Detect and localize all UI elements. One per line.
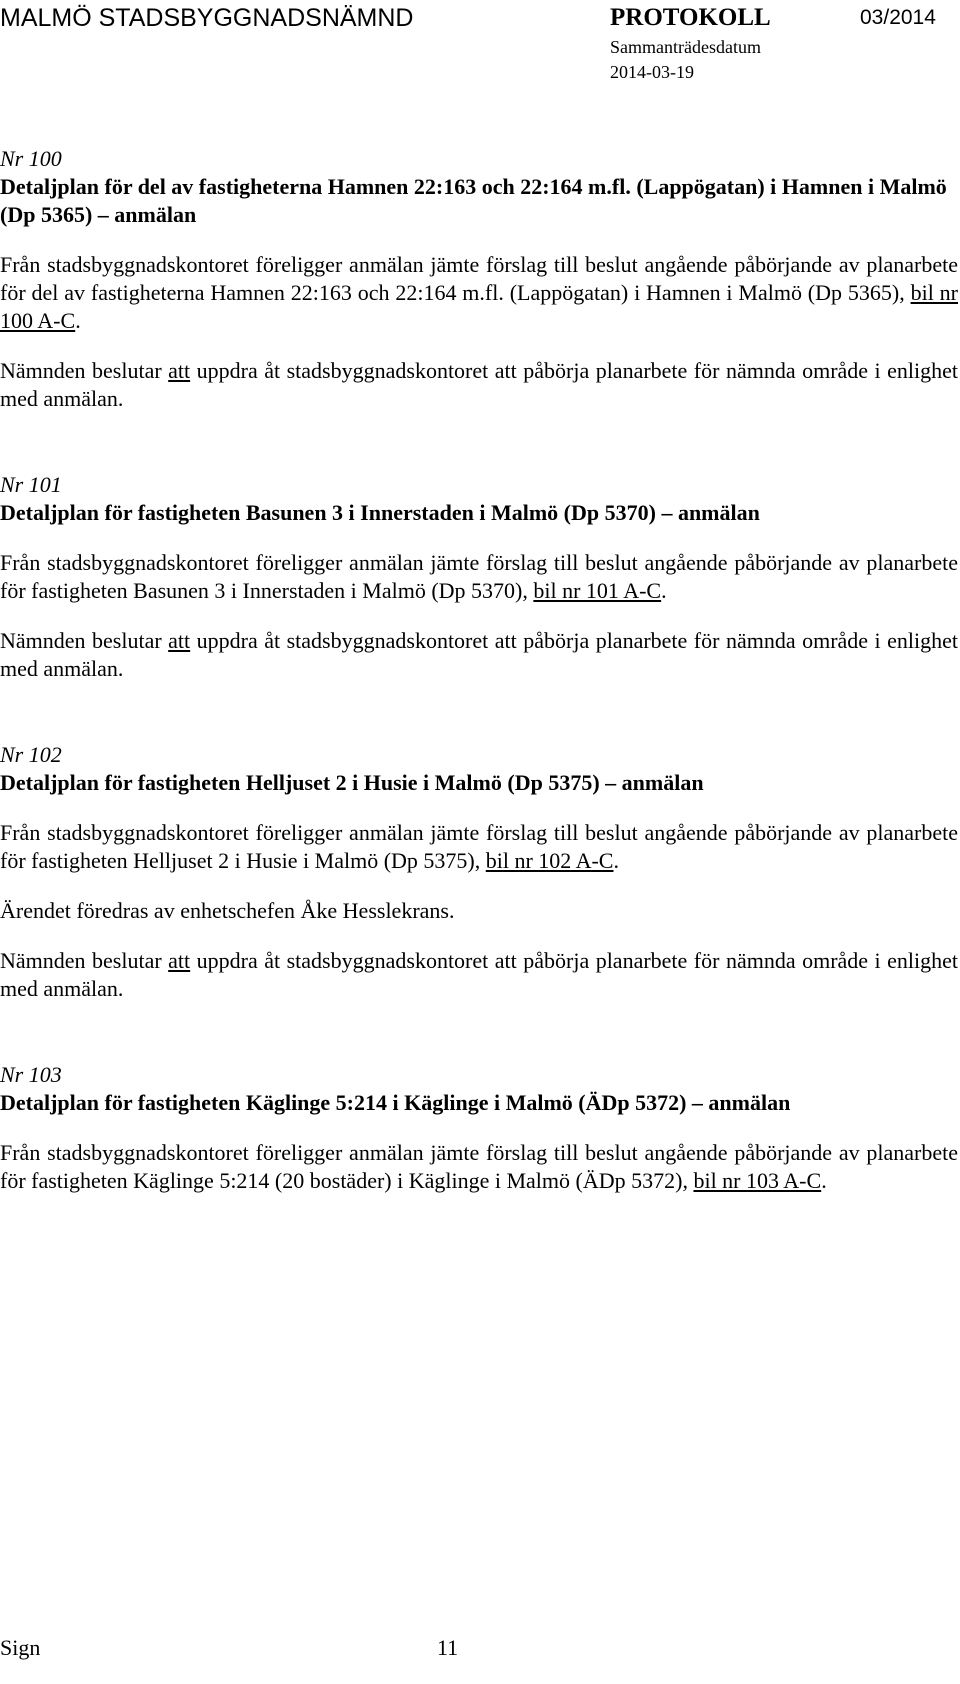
attachment-reference: bil nr 102 A-C [485, 848, 614, 873]
paragraph-text: . [821, 1168, 827, 1193]
paragraph-text: . [613, 848, 619, 873]
document-body [0, 145, 958, 1195]
item-title: Detaljplan för fastigheten Helljuset 2 i Husie i Malmö (Dp 5375) – anmälan [0, 770, 704, 795]
paragraph-text: . [75, 308, 81, 333]
signature-label: Sign [0, 1635, 41, 1660]
paragraph-text: Från stadsbyggnadskontoret föreligger anmälan jämte förslag till beslut angående påbörjande av planarbete för del av fastigheterna Hamnen 22:163 och 22:164 m.fl. (Lappögatan) i Hamnen i Malmö (Dp 5365), [0, 252, 958, 305]
paragraph-text: Nämnden beslutar [0, 948, 169, 973]
item-number: Nr 103 [0, 1062, 62, 1087]
item-paragraph [0, 1139, 958, 1195]
paragraph-text: Från stadsbyggnadskontoret föreligger anmälan jämte förslag till beslut angående påbörjande av planarbete för fastigheten Basunen 3 i Innerstaden i Malmö (Dp 5370), [0, 550, 958, 603]
agenda-item [0, 471, 958, 683]
attachment-reference: bil nr 100 A-C [0, 280, 958, 333]
paragraph-text: . [661, 578, 667, 603]
underlined-word: att [168, 358, 191, 383]
underlined-word: att [168, 948, 191, 973]
paragraph-text: Ärendet föredras av enhetschefen Åke Hesslekrans. [0, 898, 455, 923]
item-number: Nr 100 [0, 146, 62, 171]
attachment-reference: bil nr 103 A-C [693, 1168, 822, 1193]
agenda-item [0, 145, 958, 413]
item-number: Nr 101 [0, 472, 62, 497]
page-number: 11 [437, 1635, 459, 1660]
protocol-label: PROTOKOLL [610, 4, 771, 31]
item-paragraph [0, 819, 958, 875]
attachment-reference: bil nr 101 A-C [533, 578, 662, 603]
item-paragraph [0, 549, 958, 605]
paragraph-text: uppdra åt stadsbyggnadskontoret att påbörja planarbete för nämnda område i enlighet med anmälan. [0, 358, 959, 411]
item-paragraph [0, 357, 958, 413]
session-date: 2014-03-19 [610, 62, 694, 82]
item-title: Detaljplan för fastigheten Basunen 3 i Innerstaden i Malmö (Dp 5370) – anmälan [0, 500, 760, 525]
protocol-number: 03/2014 [860, 6, 936, 29]
underlined-word: att [168, 628, 191, 653]
item-title: Detaljplan för del av fastigheterna Hamnen 22:163 och 22:164 m.fl. (Lappögatan) i Hamnen i Malmö (Dp 5365) – anmälan [0, 174, 947, 227]
item-paragraph [0, 251, 958, 335]
page-header [0, 0, 960, 90]
paragraph-text: Nämnden beslutar [0, 358, 169, 383]
item-number: Nr 102 [0, 742, 62, 767]
paragraph-text: Från stadsbyggnadskontoret föreligger anmälan jämte förslag till beslut angående påbörjande av planarbete för fastigheten Käglinge 5:214 (20 bostäder) i Käglinge i Malmö (ÄDp 5372), [0, 1140, 958, 1193]
paragraph-text: uppdra åt stadsbyggnadskontoret att påbörja planarbete för nämnda område i enlighet med anmälan. [0, 948, 959, 1001]
paragraph-text: Från stadsbyggnadskontoret föreligger anmälan jämte förslag till beslut angående påbörjande av planarbete för fastigheten Helljuset 2 i Husie i Malmö (Dp 5375), [0, 820, 958, 873]
item-paragraph [0, 947, 958, 1003]
agenda-item [0, 1061, 958, 1195]
agenda-item [0, 741, 958, 1003]
item-paragraph [0, 897, 958, 925]
organization-name: MALMÖ STADSBYGGNADSNÄMND [0, 4, 414, 32]
session-date-label: Sammanträdesdatum [610, 37, 761, 57]
item-paragraph [0, 627, 958, 683]
item-title: Detaljplan för fastigheten Käglinge 5:214 i Käglinge i Malmö (ÄDp 5372) – anmälan [0, 1090, 791, 1115]
paragraph-text: Nämnden beslutar [0, 628, 169, 653]
paragraph-text: uppdra åt stadsbyggnadskontoret att påbörja planarbete för nämnda område i enlighet med anmälan. [0, 628, 959, 681]
